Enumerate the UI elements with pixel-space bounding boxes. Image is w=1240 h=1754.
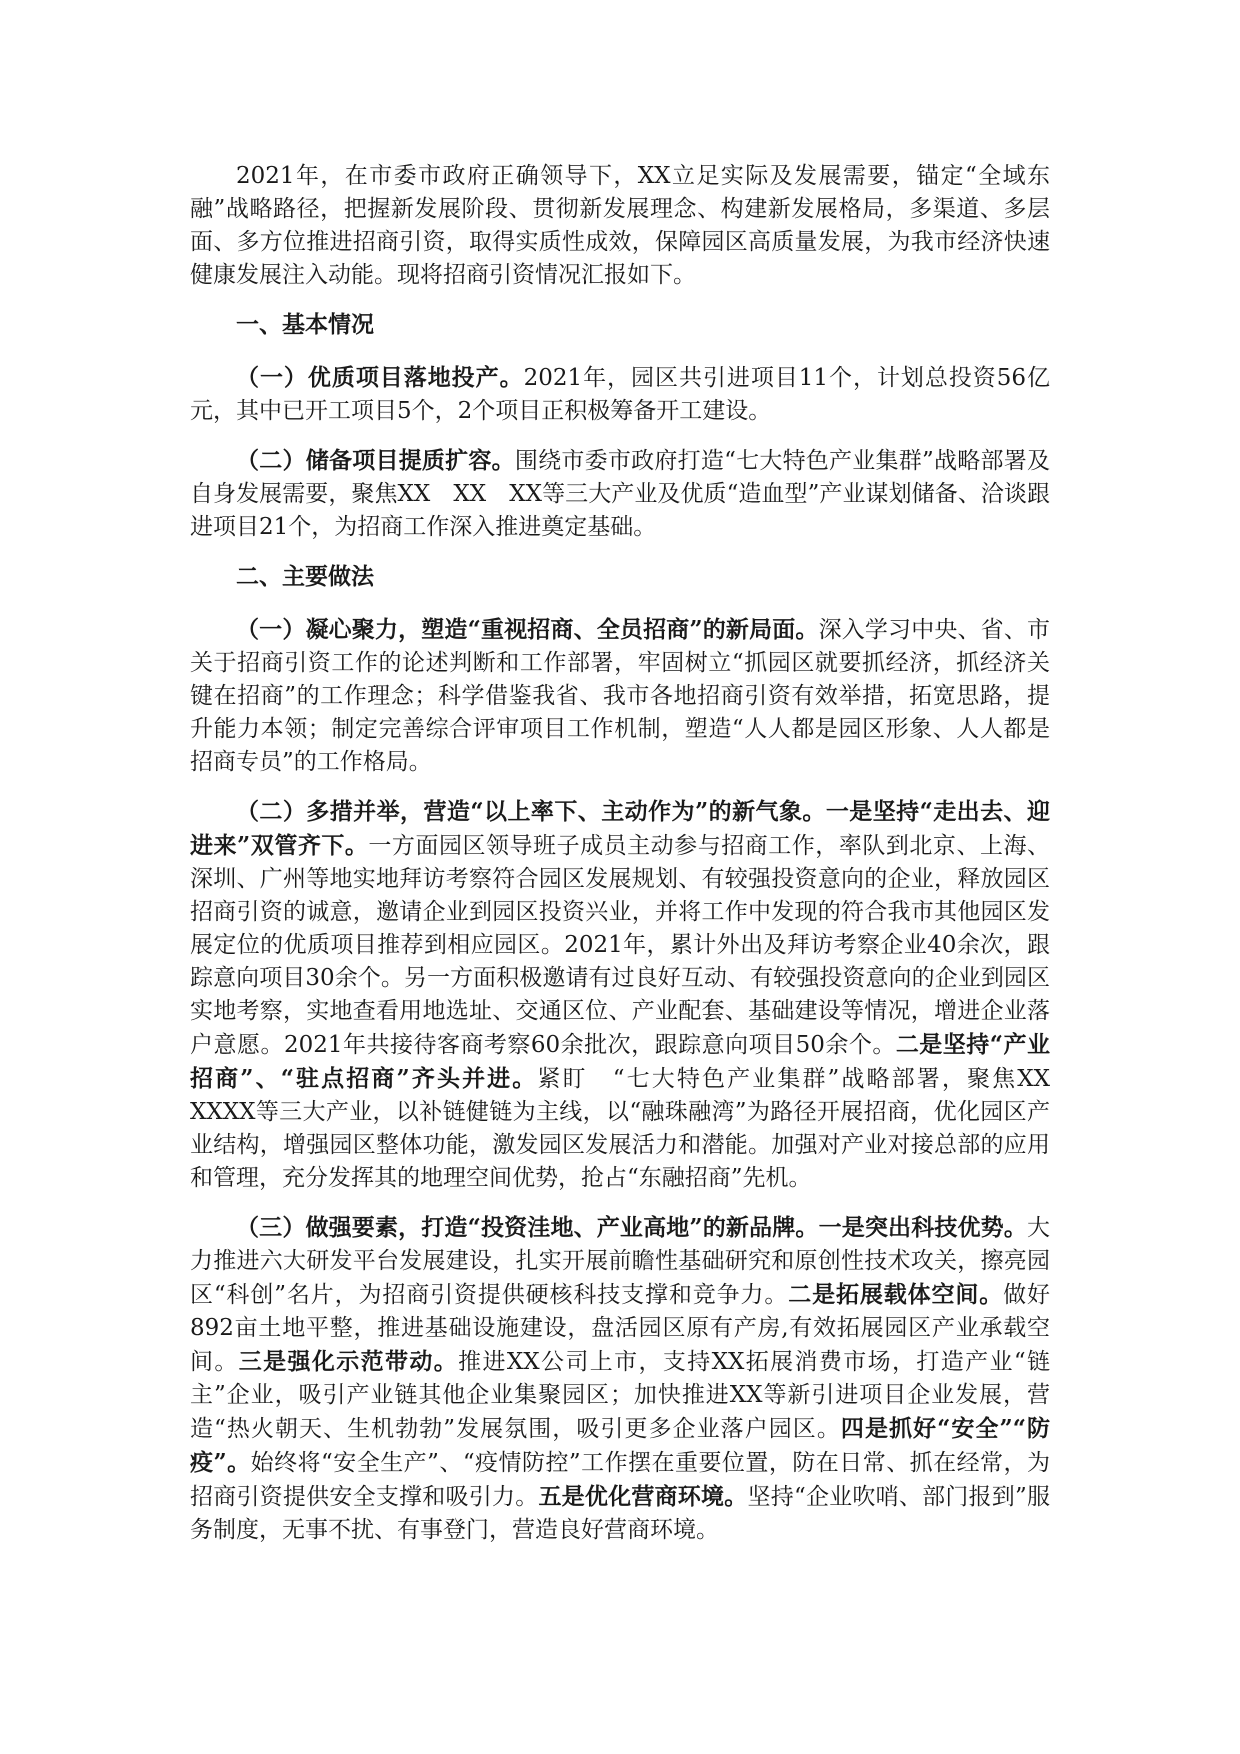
section-2-p1-lead: （一）凝心聚力，塑造“重视招商、全员招商”的新局面。	[236, 616, 819, 643]
section-1-p2-text: 围绕市委市政府打造“七大特色产业集群”战略部署及自身发展需要，聚焦XX XX XX等三大产业及优质“造血型”产业谋划储备、洽谈跟进项目21个，为招商工作深入推进奠定基础。	[190, 448, 1050, 540]
section-2-p2-lead: （二）多措并举，营造“以上率下、主动作为”的新气象。	[236, 798, 826, 825]
section-2-p3-text-4: 始终将“安全生产”、“疫情防控”工作摆在重要位置，防在日常、抓在经常，为招商引资提供安全支撑和吸引力。	[190, 1450, 1050, 1510]
section-2-p3-bold-1: 一是突出科技优势。	[818, 1214, 1028, 1241]
section-1-paragraph-1	[190, 361, 1050, 428]
section-2-heading: 二、主要做法	[236, 563, 374, 590]
section-2-p3-bold-4: 四是抓好“安全”“防疫”。	[190, 1415, 1050, 1476]
section-2-p3-bold-5: 五是优化营商环境。	[538, 1483, 748, 1510]
section-2-p3-bold-3: 三是强化示范带动。	[238, 1348, 459, 1375]
section-2-p3-lead: （三）做强要素，打造“投资洼地、产业高地”的新品牌。	[236, 1214, 819, 1241]
section-2-paragraph-3	[190, 1211, 1050, 1547]
section-1-heading: 一、基本情况	[236, 311, 374, 338]
section-1-p2-lead: （二）储备项目提质扩容。	[236, 447, 515, 474]
section-2-p2-bold-2: 二是坚持“产业招商”、“驻点招商”齐头并进。	[190, 1031, 1050, 1092]
section-1-p1-lead: （一）优质项目落地投产。	[236, 364, 524, 391]
intro-paragraph	[190, 160, 1050, 292]
section-2-p2-text-1: 一方面园区领导班子成员主动参与招商工作，率队到北京、上海、深圳、广州等地实地拜访考察符合园区发展规划、有较强投资意向的企业，释放园区招商引资的诚意，邀请企业到园区投资兴业，并将工作中发现的符合我市其他园区发展定位的优质项目推荐到相应园区。2021年，累计外出及拜访考察企业40余次，跟踪意向项目30余个。另一方面积极邀请有过良好互动、有较强投资意向的企业到园区实地考察，实地查看用地选址、交通区位、产业配套、基础建设等情况，增进企业落户意愿。2021年共接待客商考察60余批次，跟踪意向项目50余个。	[190, 833, 1051, 1058]
section-2-p3-text-2: 做好892亩土地平整，推进基础设施建设，盘活园区原有产房,有效拓展园区产业承载空间。	[190, 1282, 1050, 1375]
section-2-p3-text-3: 推进XX公司上市，支持XX拓展消费市场，打造产业“链主”企业，吸引产业链其他企业集聚园区；加快推进XX等新引进项目企业发展，营造“热火朝天、生机勃勃”发展氛围，吸引更多企业落户园区。	[190, 1349, 1050, 1442]
section-2-p2-text-2: 紧盯 “七大特色产业集群”战略部署，聚焦XX XXXX等三大产业，以补链健链为主线，以“融珠融湾”为路径开展招商，优化园区产业结构，增强园区整体功能，激发园区发展活力和潜能。加强对产业对接总部的应用和管理，充分发挥其的地理空间优势，抢占“东融招商”先机。	[190, 1066, 1073, 1191]
section-2-paragraph-1	[190, 613, 1050, 779]
section-1-p1-text: 2021年，园区共引进项目11个，计划总投资56亿元，其中已开工项目5个，2个项目正积极筹备开工建设。	[190, 365, 1050, 424]
section-2-p3-text-1: 大力推进六大研发平台发展建设，扎实开展前瞻性基础研究和原创性技术攻关，擦亮园区“科创”名片，为招商引资提供硬核科技支撑和竞争力。	[190, 1215, 1051, 1308]
section-2-p3-bold-2: 二是拓展载体空间。	[788, 1281, 1004, 1308]
document-page	[190, 160, 1073, 1563]
section-2-p1-text: 深入学习中央、省、市关于招商引资工作的论述判断和工作部署，牢固树立“抓园区就要抓经济，抓经济关键在招商”的工作理念；科学借鉴我省、我市各地招商引资有效举措，拓宽思路，提升能力本领；制定完善综合评审项目工作机制，塑造“人人都是园区形象、人人都是招商专员”的工作格局。	[190, 617, 1051, 775]
section-2-paragraph-2	[190, 795, 1073, 1195]
intro-text: 2021年，在市委市政府正确领导下，XX立足实际及发展需要，锚定“全域东融”战略路径，把握新发展阶段、贯彻新发展理念、构建新发展格局，多渠道、多层面、多方位推进招商引资，取得实质性成效，保障园区高质量发展，为我市经济快速健康发展注入动能。现将招商引资情况汇报如下。	[190, 163, 1050, 288]
section-2-p2-bold-1: 一是坚持“走出去、迎进来”双管齐下。	[190, 798, 1050, 859]
section-2-p3-text-5: 坚持“企业吹哨、部门报到”服务制度，无事不扰、有事登门，营造良好营商环境。	[190, 1484, 1050, 1543]
section-1-paragraph-2	[190, 444, 1050, 544]
